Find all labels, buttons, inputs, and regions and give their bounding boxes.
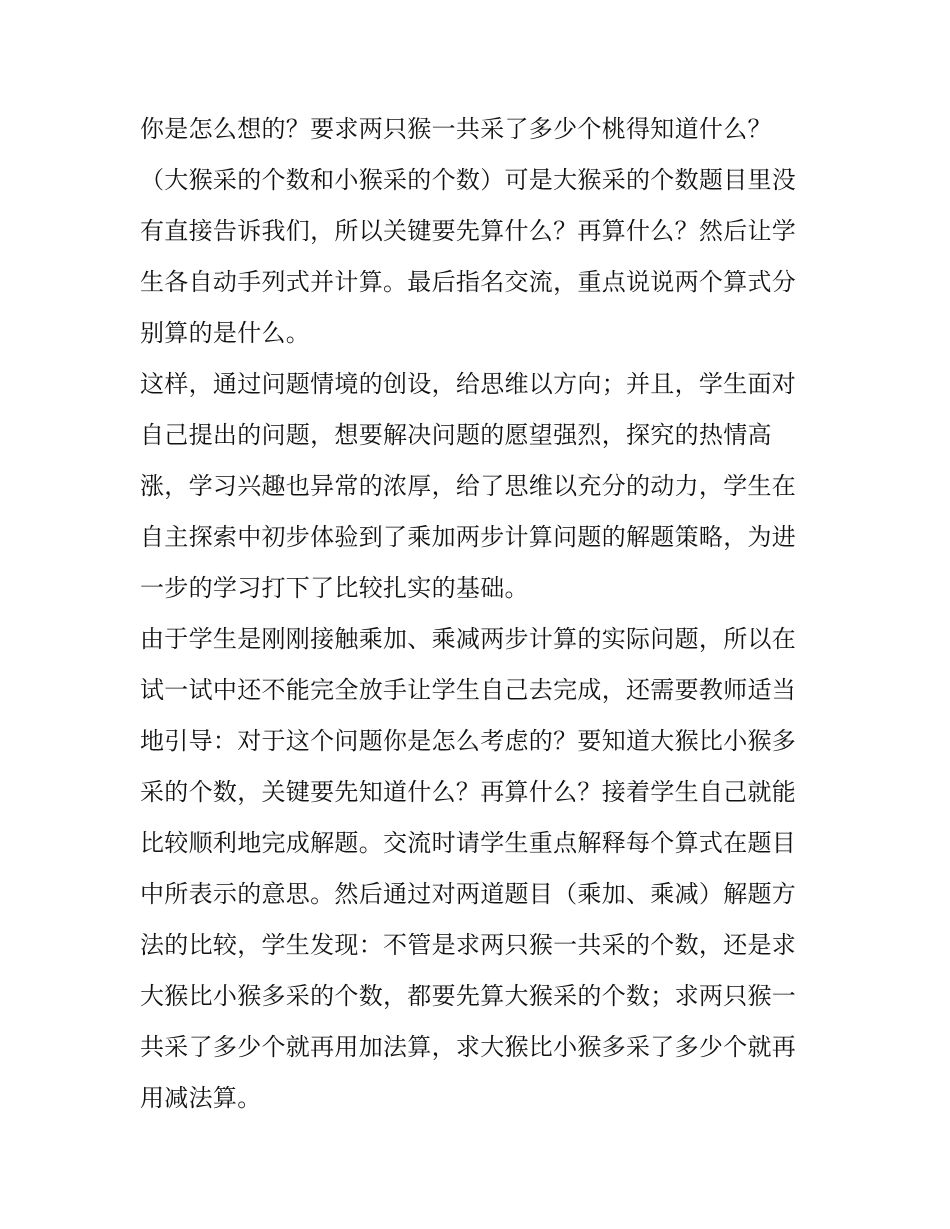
text-line: （大猴采的个数和小猴采的个数）可是大猴采的个数题目里没 <box>140 166 797 194</box>
document-body <box>140 104 820 1124</box>
text-line: 自己提出的问题，想要解决问题的愿望强烈，探究的热情高 <box>140 421 772 449</box>
text-line: 别算的是什么。 <box>140 319 311 347</box>
text-line: 自主探索中初步体验到了乘加两步计算问题的解题策略，为进 <box>140 523 797 551</box>
text-line: 用减法算。 <box>140 1084 262 1112</box>
text-line: 比较顺利地完成解题。交流时请学生重点解释每个算式在题目 <box>140 829 797 857</box>
paragraph-2 <box>140 359 820 614</box>
text-line: 一步的学习打下了比较扎实的基础。 <box>140 574 529 602</box>
paragraph-1 <box>140 104 820 359</box>
paragraph-3 <box>140 614 820 1124</box>
text-line: 有直接告诉我们，所以关键要先算什么？再算什么？然后让学 <box>140 217 797 245</box>
text-line: 采的个数，关键要先知道什么？再算什么？接着学生自己就能 <box>140 778 797 806</box>
text-line: 生各自动手列式并计算。最后指名交流，重点说说两个算式分 <box>140 268 797 296</box>
text-line: 你是怎么想的？要求两只猴一共采了多少个桃得知道什么？ <box>140 115 772 143</box>
text-line: 涨，学习兴趣也异常的浓厚，给了思维以充分的动力，学生在 <box>140 472 797 500</box>
text-line: 试一试中还不能完全放手让学生自己去完成，还需要教师适当 <box>140 676 797 704</box>
text-line: 共采了多少个就再用加法算，求大猴比小猴多采了多少个就再 <box>140 1033 797 1061</box>
text-line: 中所表示的意思。然后通过对两道题目（乘加、乘减）解题方 <box>140 880 797 908</box>
text-line: 法的比较，学生发现：不管是求两只猴一共采的个数，还是求 <box>140 931 797 959</box>
text-line: 这样，通过问题情境的创设，给思维以方向；并且，学生面对 <box>140 370 797 398</box>
text-line: 由于学生是刚刚接触乘加、乘减两步计算的实际问题，所以在 <box>140 625 797 653</box>
text-line: 地引导：对于这个问题你是怎么考虑的？要知道大猴比小猴多 <box>140 727 797 755</box>
text-line: 大猴比小猴多采的个数，都要先算大猴采的个数；求两只猴一 <box>140 982 797 1010</box>
